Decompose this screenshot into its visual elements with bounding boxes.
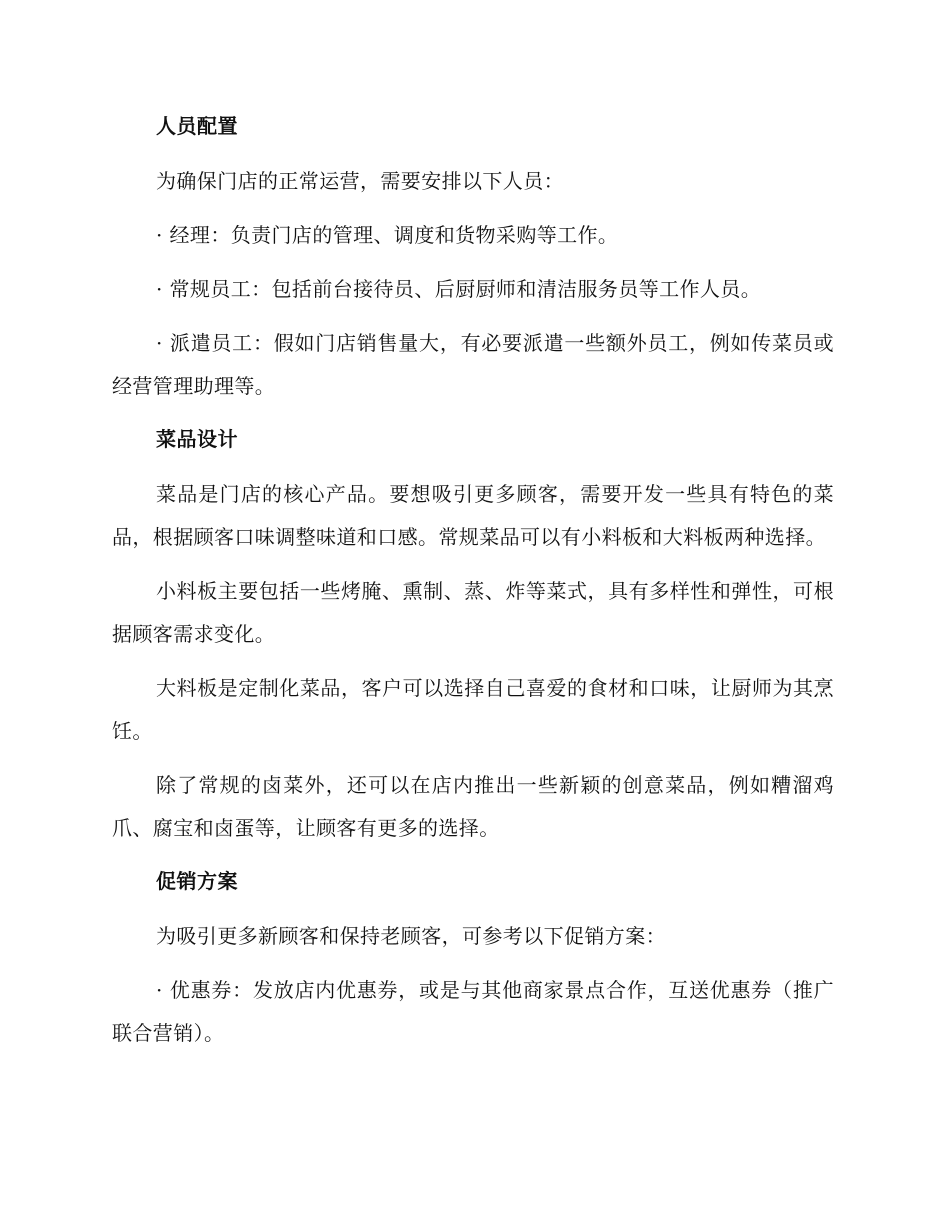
paragraph: 除了常规的卤菜外，还可以在店内推出一些新颖的创意菜品，例如糟溜鸡爪、腐宝和卤蛋等，让顾客有更多的选择。 (112, 773, 834, 840)
section-heading: 促销方案 (156, 869, 238, 893)
section-heading: 人员配置 (156, 114, 238, 138)
section-heading: 菜品设计 (156, 427, 238, 451)
paragraph: 大料板是定制化菜品，客户可以选择自己喜爱的食材和口味，让厨师为其烹饪。 (112, 676, 834, 743)
bullet-item: · 优惠券：发放店内优惠券，或是与其他商家景点合作，互送优惠券（推广联合营销）。 (112, 978, 834, 1045)
bullet-item: · 经理：负责门店的管理、调度和货物采购等工作。 (156, 223, 619, 247)
paragraph: 为确保门店的正常运营，需要安排以下人员： (156, 169, 564, 193)
section-staffing (112, 106, 834, 408)
paragraph: 菜品是门店的核心产品。要想吸引更多顾客，需要开发一些具有特色的菜品，根据顾客口味调整味道和口感。常规菜品可以有小料板和大料板两种选择。 (112, 482, 834, 549)
paragraph: 为吸引更多新顾客和保持老顾客，可参考以下促销方案： (156, 924, 666, 948)
bullet-item: · 派遣员工：假如门店销售量大，有必要派遣一些额外员工，例如传菜员或经营管理助理等。 (112, 331, 834, 398)
paragraph: 小料板主要包括一些烤腌、熏制、蒸、炸等菜式，具有多样性和弹性，可根据顾客需求变化。 (112, 579, 834, 646)
section-menu-design (112, 419, 834, 850)
section-promotion (112, 861, 834, 1055)
bullet-item: · 常规员工：包括前台接待员、后厨厨师和清洁服务员等工作人员。 (156, 277, 762, 301)
document-page (112, 106, 834, 1066)
